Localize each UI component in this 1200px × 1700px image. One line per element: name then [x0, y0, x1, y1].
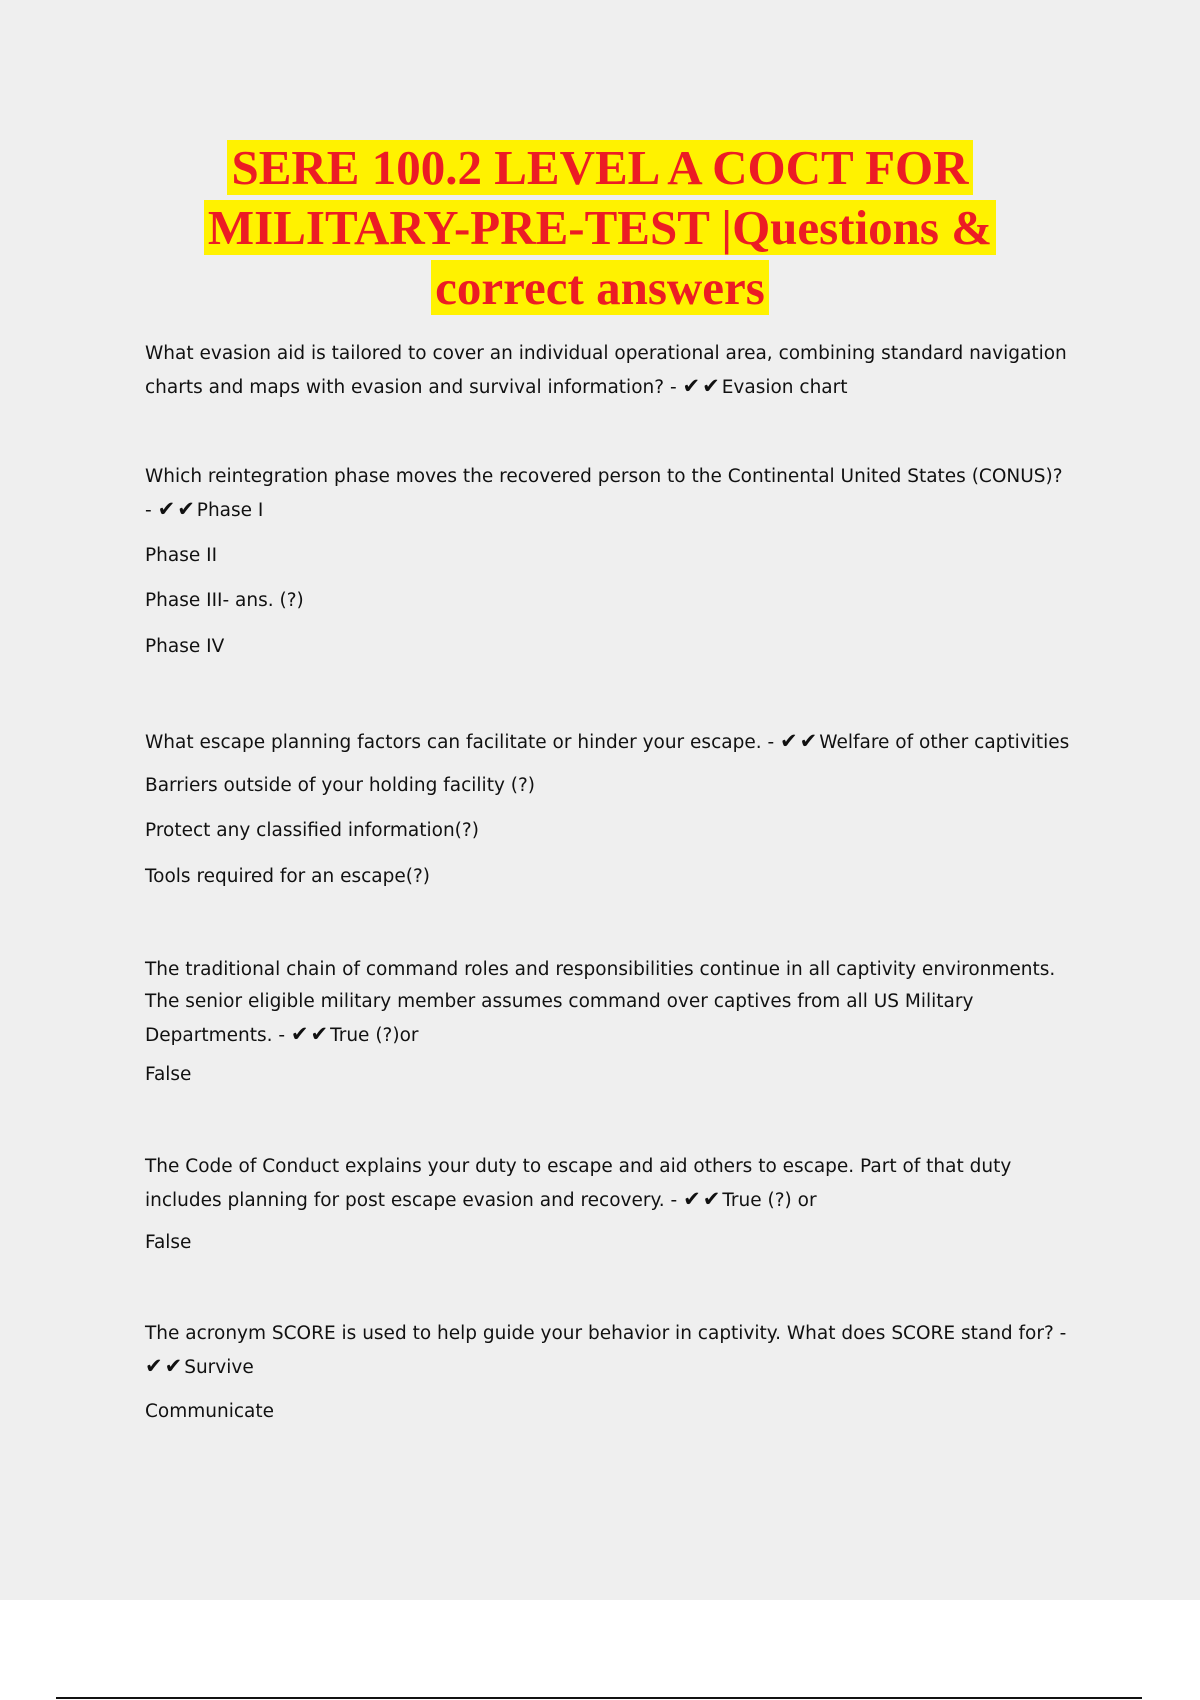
question-5-answer: True (?) or	[722, 1190, 817, 1211]
checkmark-icon: ✔	[780, 729, 798, 753]
question-4-option: False	[145, 1064, 192, 1085]
question-1-text: What evasion aid is tailored to cover an individual operational area, combining standard navigation charts and maps with evasion and survival information? -	[145, 343, 1067, 398]
question-4-text: The traditional chain of command roles and responsibilities continue in all captivity environments. The senior eligible military member assumes command over captives from all US Military Departments. -	[145, 959, 1056, 1046]
checkmark-icon: ✔	[682, 374, 701, 398]
footer-divider	[56, 1697, 1142, 1699]
question-3-answer: Welfare of other captivities	[819, 732, 1070, 753]
question-1-answer: Evasion chart	[721, 377, 848, 398]
question-4	[145, 954, 1075, 1052]
question-2-option: Phase III- ans. (?)	[145, 590, 304, 611]
checkmark-icon: ✔	[310, 1022, 329, 1046]
question-6-text: The acronym SCORE is used to help guide your behavior in captivity. What does SCORE stand for? -	[145, 1323, 1067, 1344]
checkmark-icon: ✔	[164, 1354, 183, 1378]
question-5	[145, 1151, 1075, 1217]
checkmark-icon: ✔	[799, 729, 818, 753]
question-2	[145, 461, 1075, 527]
checkmark-icon: ✔	[702, 374, 720, 398]
question-4-answer: True (?)or	[330, 1025, 419, 1046]
question-1	[145, 338, 1075, 404]
checkmark-icon: ✔	[290, 1022, 309, 1046]
question-5-text: The Code of Conduct explains your duty to escape and aid others to escape. Part of that duty includes planning for post escape evasion and recovery. -	[145, 1156, 1012, 1211]
question-6-option: Communicate	[145, 1401, 275, 1422]
question-3-option: Tools required for an escape(?)	[145, 866, 431, 887]
question-2-option: Phase IV	[145, 636, 225, 657]
question-3-option: Protect any classified information(?)	[145, 820, 479, 841]
question-2-answer: Phase I	[196, 500, 264, 521]
question-6	[145, 1318, 1075, 1384]
question-3	[145, 725, 1075, 759]
title-line-3: correct answers	[431, 260, 769, 315]
title-line-2: MILITARY-PRE-TEST |Questions &	[204, 200, 996, 255]
question-3-text: What escape planning factors can facilitate or hinder your escape. -	[145, 732, 775, 753]
checkmark-icon: ✔	[702, 1187, 721, 1211]
checkmark-icon: ✔	[683, 1187, 701, 1211]
question-3-option: Barriers outside of your holding facility (?)	[145, 775, 536, 796]
question-2-text: Which reintegration phase moves the recovered person to the Continental United States (CONUS)? -	[145, 466, 1063, 521]
title-line-1: SERE 100.2 LEVEL A COCT FOR	[227, 140, 972, 195]
question-2-option: Phase II	[145, 545, 218, 566]
checkmark-icon: ✔	[145, 1354, 163, 1378]
checkmark-icon: ✔	[177, 497, 195, 521]
question-5-option: False	[145, 1232, 192, 1253]
checkmark-icon: ✔	[157, 497, 176, 521]
document-title	[100, 138, 1100, 318]
question-6-answer: Survive	[184, 1357, 254, 1378]
